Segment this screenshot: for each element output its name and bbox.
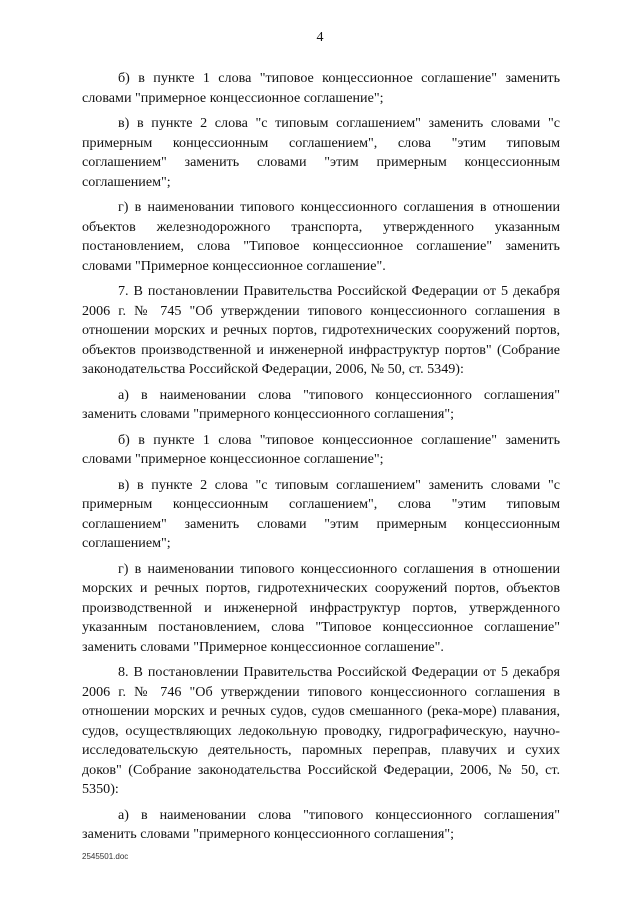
- paragraph-b-1: б) в пункте 1 слова "типовое концессионное соглашение" заменить словами "примерное концессионное соглашение";: [82, 70, 560, 106]
- page-number: 4: [316, 30, 324, 45]
- paragraph-item-8: 8. В постановлении Правительства Российской Федерации от 5 декабря 2006 г. № 746 "Об утверждении типового концессионного соглашения в отношении морских и речных судов, судов смешанного (река-море) плавания, судов, осуществляющих ледокольную проводку, гидрографическую, научно-исследовательскую деятельность, паромных переправ, плавучих и сухих доков" (Собрание законодательства Российской Федерации, 2006, № 50, ст. 5350):: [82, 664, 560, 797]
- paragraph-v-7: в) в пункте 2 слова "с типовым соглашением" заменить словами "с примерным концессионным соглашением", слова "этим типовым соглашением" заменить словами "этим примерным концессионным соглашением";: [82, 476, 560, 551]
- paragraph-g-1: г) в наименовании типового концессионного соглашения в отношении объектов железнодорожного транспорта, утвержденного указанным постановлением, слова "Типовое концессионное соглашение" заменить словами "Примерное концессионное соглашение".: [82, 199, 560, 274]
- footer-filename: 2545501.doc: [82, 852, 129, 861]
- paragraph-g-7: г) в наименовании типового концессионного соглашения в отношении морских и речных портов, гидротехнических сооружений портов, объектов производственной и инженерной инфраструктур портов, утвержденного указанным постановлением, слова "Типовое концессионное соглашение" заменить словами "Примерное концессионное соглашение".: [82, 560, 560, 655]
- paragraph-a-8: а) в наименовании слова "типового концессионного соглашения" заменить словами "примерного концессионного соглашения";: [82, 806, 560, 842]
- paragraph-b-7: б) в пункте 1 слова "типовое концессионное соглашение" заменить словами "примерное концессионное соглашение";: [82, 431, 560, 467]
- paragraph-item-7: 7. В постановлении Правительства Российской Федерации от 5 декабря 2006 г. № 745 "Об утверждении типового концессионного соглашения в отношении морских и речных портов, гидротехнических сооружений портов, объектов производственной и инженерной инфраструктур портов" (Собрание законодательства Российской Федерации, 2006, № 50, ст. 5349):: [82, 283, 560, 377]
- paragraph-v-1: в) в пункте 2 слова "с типовым соглашением" заменить словами "с примерным концессионным соглашением", слова "этим типовым соглашением" заменить словами "этим примерным концессионным соглашением";: [82, 115, 560, 190]
- document-body: [82, 69, 560, 851]
- paragraph-a-7: а) в наименовании слова "типового концессионного соглашения" заменить словами "примерного концессионного соглашения";: [82, 386, 560, 422]
